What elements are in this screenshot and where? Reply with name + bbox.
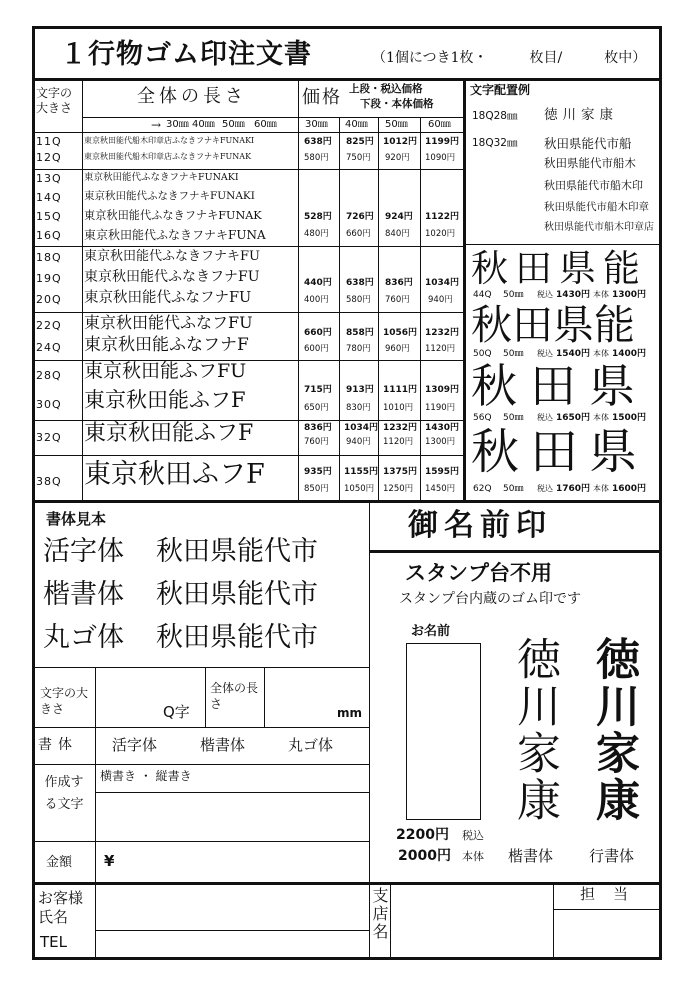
price-tax: 836円	[304, 423, 332, 433]
size-label: 24Q	[36, 341, 62, 354]
length-head-40: 40㎜	[192, 119, 215, 130]
price-tax: 528円	[304, 212, 332, 222]
branch-label: 支店名	[370, 887, 389, 941]
price-base: 1120円	[383, 437, 414, 447]
gyosho-sample: 徳川家康	[588, 636, 639, 824]
price-tax: 1232円	[383, 423, 418, 433]
large-example-length: 50㎜	[503, 484, 524, 494]
title-divider	[32, 78, 662, 81]
large-example-base-label: 本体	[593, 290, 609, 299]
order-text-label: 作成する文字	[44, 775, 84, 812]
price-base: 580円	[346, 295, 371, 305]
header-total-length: 全体の長さ	[137, 86, 247, 107]
length-head-60: 60㎜	[254, 119, 277, 130]
large-example-base: 1600円	[612, 484, 647, 494]
price-tax: 660円	[304, 328, 332, 338]
large-example-length: 50㎜	[503, 290, 524, 300]
price-base: 830円	[346, 403, 371, 413]
customer-name-label: お客様氏名	[38, 889, 84, 926]
price-tax: 1122円	[425, 212, 460, 222]
layout-example-heading: 文字配置例	[470, 83, 531, 97]
price-tax: 913円	[346, 385, 374, 395]
size-label: 30Q	[36, 398, 62, 411]
large-example-text: 秋田県能	[471, 247, 647, 290]
large-example-tax: 1430円	[556, 290, 591, 300]
font-sample-text: 秋田県能代市	[156, 622, 318, 653]
large-example-base-label: 本体	[593, 484, 609, 493]
kaisho-font-label: 楷書体	[508, 847, 554, 865]
price-base: 750円	[346, 153, 371, 163]
price-tax: 1232円	[425, 328, 460, 338]
branch-field[interactable]	[391, 883, 552, 959]
price-base: 850円	[304, 484, 329, 494]
layout-example-text: 徳川家康	[544, 107, 618, 123]
font-option-katsuji[interactable]: 活字体	[112, 736, 158, 754]
large-example-tax-label: 税込	[537, 484, 553, 493]
layout-example-text: 秋田県能代市船木	[544, 156, 636, 170]
sample-text: 東京秋田能代ふなきフナキFUNAKI	[84, 190, 255, 202]
name-input-box[interactable]	[406, 643, 481, 820]
layout-example-text: 秋田県能代市船木印	[544, 179, 643, 192]
price-base: 940円	[346, 437, 371, 447]
price-base: 780円	[346, 344, 371, 354]
order-size-unit: Q字	[163, 703, 190, 721]
price-base: 1250円	[383, 484, 414, 494]
order-length-unit: mm	[337, 706, 363, 720]
gyosho-font-label: 行書体	[589, 847, 635, 865]
layout-example-label: 18Q28㎜	[472, 110, 518, 122]
sample-text: 東京秋田能代船木印章店ふなきフナキFUNAK	[84, 152, 252, 161]
layout-example-label: 18Q32㎜	[472, 137, 518, 149]
large-example-base: 1400円	[612, 349, 647, 359]
sample-text: 東京秋田能代ふなフFU	[84, 313, 253, 332]
price-tax: 924円	[385, 212, 413, 222]
large-example-tax: 1650円	[556, 413, 591, 423]
large-example-base: 1500円	[612, 413, 647, 423]
name-stamp-desc: スタンプ台内蔵のゴム印です	[399, 591, 581, 607]
large-example-text: 秋田県	[471, 424, 649, 480]
size-label: 28Q	[36, 369, 62, 382]
large-example-text: 秋田県能	[471, 301, 635, 349]
large-example-tax: 1540円	[556, 349, 591, 359]
title-note: （1個につき1枚・ 枚目/ 枚中）	[372, 50, 647, 66]
price-tax: 638円	[304, 137, 332, 147]
price-base: 650円	[304, 403, 329, 413]
large-example-size: 62Q	[473, 484, 492, 494]
header-price-lower: 下段・本体価格	[360, 98, 434, 110]
large-example-tax: 1760円	[556, 484, 591, 494]
large-example-size: 50Q	[473, 349, 492, 359]
font-option-marugo[interactable]: 丸ゴ体	[288, 736, 334, 754]
font-sample-name: 丸ゴ体	[43, 622, 124, 653]
price-head-60: 60㎜	[428, 119, 451, 130]
price-tax: 1595円	[425, 467, 460, 477]
size-label: 38Q	[36, 475, 62, 488]
price-base: 480円	[304, 229, 329, 239]
price-base: 920円	[385, 153, 410, 163]
price-base: 400円	[304, 295, 329, 305]
size-label: 19Q	[36, 272, 62, 285]
sample-text: 東京秋田能代ふなきフナFU	[84, 269, 260, 285]
size-label: 20Q	[36, 293, 62, 306]
stamp-price-base: 2000円	[398, 848, 451, 864]
sample-text: 東京秋田能代ふなきフナキFUNAK	[84, 209, 262, 222]
header-char-size: 文字の大きさ	[36, 86, 73, 115]
size-label: 12Q	[36, 151, 62, 164]
price-base: 960円	[385, 344, 410, 354]
sample-text: 東京秋田能ふフF	[84, 388, 246, 412]
size-label: 22Q	[36, 319, 62, 332]
price-head-40: 40㎜	[345, 119, 368, 130]
order-font-label: 書体	[38, 737, 78, 753]
price-tax: 825円	[346, 137, 374, 147]
font-sample-text: 秋田県能代市	[156, 579, 318, 610]
size-label: 32Q	[36, 431, 62, 444]
price-tax: 935円	[304, 467, 332, 477]
stamp-price-tax: 2200円	[396, 827, 449, 843]
name-box-label: お名前	[411, 624, 451, 639]
price-base: 600円	[304, 344, 329, 354]
large-example-text: 秋田県	[471, 359, 648, 413]
layout-example-text: 秋田県能代市船木印章	[544, 201, 649, 213]
price-base: 760円	[385, 295, 410, 305]
font-sample-text: 秋田県能代市	[156, 536, 318, 567]
large-example-tax-label: 税込	[537, 290, 553, 299]
size-label: 16Q	[36, 229, 62, 242]
staff-label: 担当	[580, 885, 647, 903]
large-example-length: 50㎜	[503, 349, 524, 359]
stamp-price-base-label: 本体	[462, 850, 484, 863]
price-base: 840円	[385, 229, 410, 239]
font-option-kaisho[interactable]: 楷書体	[200, 736, 246, 754]
size-label: 11Q	[36, 135, 62, 148]
price-base: 1190円	[425, 403, 456, 413]
price-base: 1020円	[425, 229, 456, 239]
large-example-base-label: 本体	[593, 413, 609, 422]
customer-name-field[interactable]	[96, 883, 368, 929]
price-head-30: 30㎜	[305, 119, 328, 130]
price-tax: 638円	[346, 278, 374, 288]
large-example-length: 50㎜	[503, 413, 524, 423]
header-price: 価格	[302, 87, 342, 108]
size-label: 14Q	[36, 191, 62, 204]
price-tax: 858円	[346, 328, 374, 338]
customer-tel-field[interactable]	[96, 931, 368, 959]
price-base: 1010円	[383, 403, 414, 413]
size-label: 13Q	[36, 172, 62, 185]
price-tax: 1111円	[383, 385, 418, 395]
arrow-icon: →	[151, 118, 162, 132]
price-tax: 715円	[304, 385, 332, 395]
price-base: 1120円	[425, 344, 456, 354]
price-base: 760円	[304, 437, 329, 447]
large-example-tax-label: 税込	[537, 413, 553, 422]
sample-text: 東京秋田能代ふなきフナキFU	[84, 249, 260, 264]
layout-example-text: 秋田県能代市船	[544, 136, 632, 151]
price-base: 580円	[304, 153, 329, 163]
price-tax: 1034円	[344, 423, 379, 433]
price-tax: 1430円	[425, 423, 460, 433]
price-base: 940円	[428, 295, 453, 305]
length-head-30: 30㎜	[166, 119, 189, 130]
price-base: 1090円	[425, 153, 456, 163]
length-head-50: 50㎜	[222, 119, 245, 130]
price-base: 1450円	[425, 484, 456, 494]
price-tax: 1375円	[383, 467, 418, 477]
sample-text: 東京秋田能代ふなきフナキFUNA	[84, 228, 266, 242]
price-tax: 1034円	[425, 278, 460, 288]
yen-symbol: ¥	[104, 852, 115, 870]
large-example-size: 44Q	[473, 290, 492, 300]
price-tax: 1012円	[383, 137, 418, 147]
large-example-tax-label: 税込	[537, 349, 553, 358]
name-stamp-title: 御名前印	[408, 508, 552, 543]
order-price-label: 金額	[46, 855, 73, 870]
large-example-base: 1300円	[612, 290, 647, 300]
stamp-price-tax-label: 税込	[462, 829, 484, 842]
sample-text: 東京秋田能代船木印章店ふなきフナキFUNAKI	[84, 136, 255, 145]
header-price-upper: 上段・税込価格	[349, 83, 423, 95]
sample-text: 東京秋田能代ふなきフナキFUNAKI	[84, 172, 239, 183]
price-tax: 1056円	[383, 328, 418, 338]
font-sample-name: 楷書体	[43, 579, 124, 610]
sample-text: 東京秋田ふフF	[84, 459, 265, 490]
order-text-field[interactable]	[96, 793, 368, 840]
price-base: 1050円	[344, 484, 375, 494]
price-tax: 726円	[346, 212, 374, 222]
price-tax: 1309円	[425, 385, 460, 395]
sample-text: 東京秋田能ふフF	[84, 421, 254, 446]
kaisho-sample: 徳川家康	[509, 636, 560, 824]
orientation-options[interactable]: 横書き ・ 縦書き	[100, 769, 192, 783]
font-samples-heading: 書体見本	[46, 510, 107, 528]
sample-text: 東京秋田能ふなフナF	[84, 335, 249, 355]
size-label: 18Q	[36, 251, 62, 264]
name-stamp-subtitle: スタンプ台不用	[405, 561, 552, 585]
large-example-size: 56Q	[473, 413, 492, 423]
size-label: 15Q	[36, 210, 62, 223]
price-tax: 440円	[304, 278, 332, 288]
price-base: 1300円	[425, 437, 456, 447]
large-example-base-label: 本体	[593, 349, 609, 358]
order-length-label: 全体の長さ	[210, 681, 259, 711]
price-head-50: 50㎜	[385, 119, 408, 130]
customer-tel-label: TEL	[40, 933, 67, 951]
price-tax: 1155円	[344, 467, 379, 477]
font-sample-name: 活字体	[43, 536, 124, 567]
price-tax: 836円	[385, 278, 413, 288]
sample-text: 東京秋田能ふフFU	[84, 360, 247, 382]
price-tax: 1199円	[425, 137, 460, 147]
form-title: １行物ゴム印注文書	[60, 39, 312, 70]
order-price-field[interactable]	[120, 842, 368, 881]
layout-example-text: 秋田県能代市船木印章店	[544, 222, 654, 233]
order-size-label: 文字の大きさ	[40, 686, 89, 716]
sample-text: 東京秋田能代ふなフナFU	[84, 290, 252, 306]
price-base: 660円	[346, 229, 371, 239]
staff-field[interactable]	[554, 910, 661, 959]
